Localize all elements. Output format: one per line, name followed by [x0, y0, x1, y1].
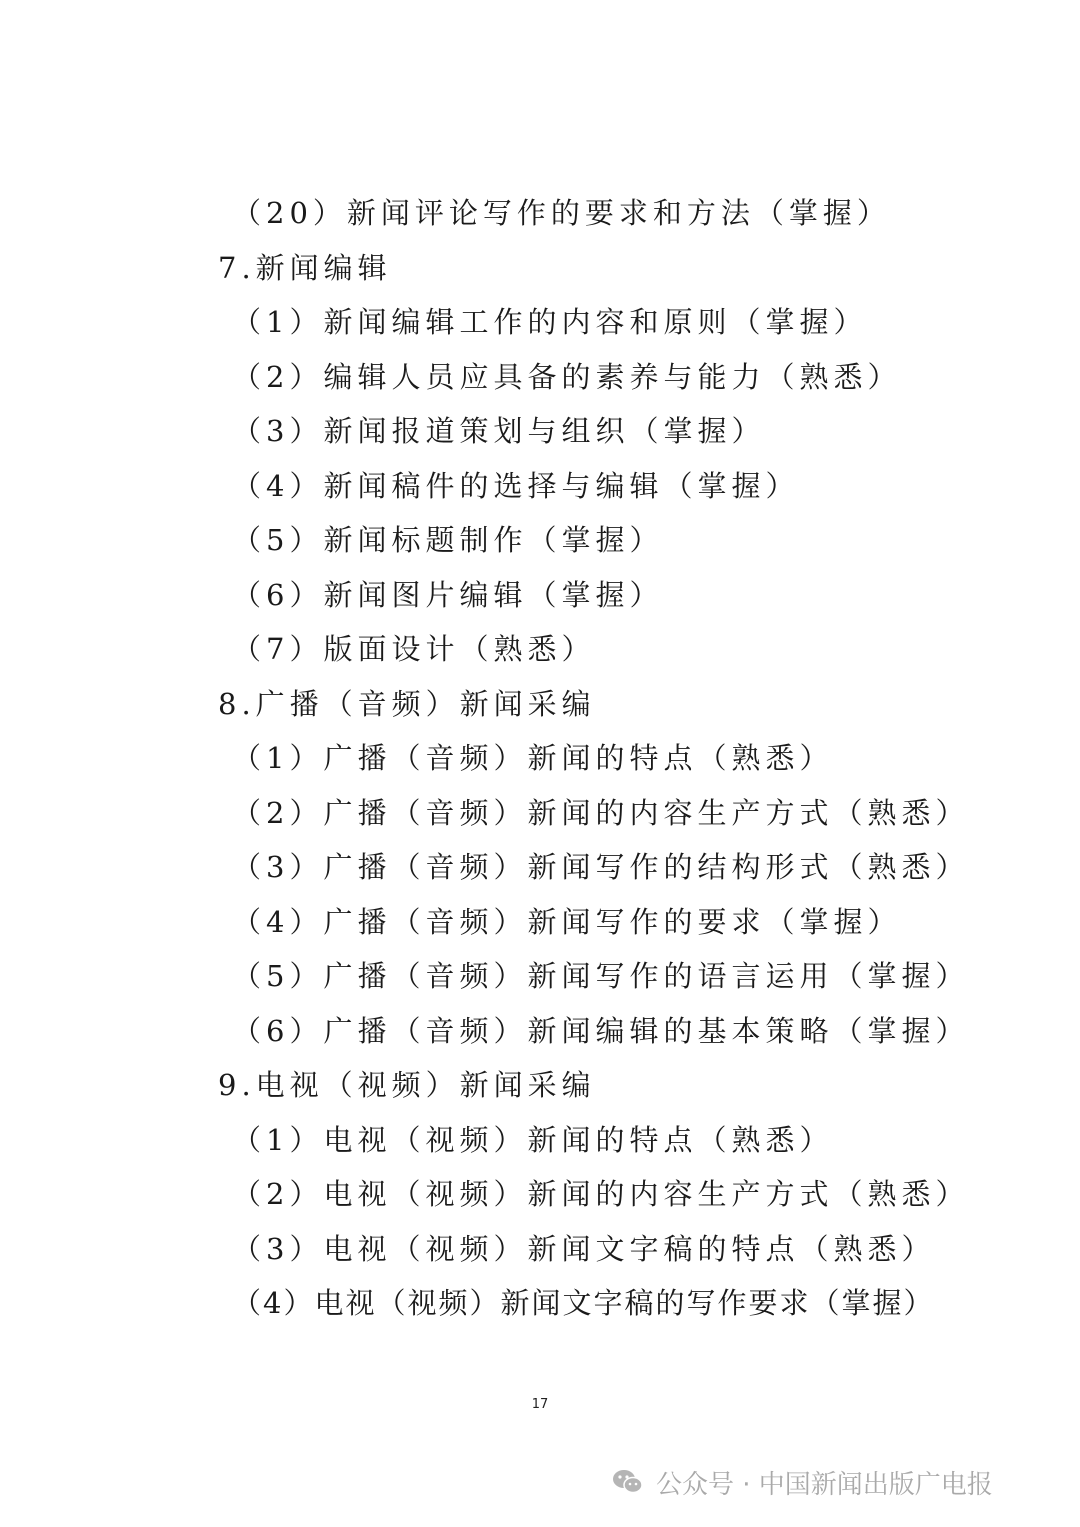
watermark-text: 公众号 · 中国新闻出版广电报 — [656, 1469, 993, 1500]
section-heading-radio-news: 8.广播（音频）新闻采编 — [218, 686, 596, 721]
list-item: （2）编辑人员应具备的素养与能力（熟悉） — [232, 359, 902, 394]
section-heading-tv-news: 9.电视（视频）新闻采编 — [218, 1068, 596, 1102]
list-item: （3）广播（音频）新闻写作的结构形式（熟悉） — [232, 850, 970, 884]
list-item: （1）新闻编辑工作的内容和原则（掌握） — [232, 305, 868, 339]
wechat-watermark — [610, 1462, 993, 1502]
list-item: （20）新闻评论写作的要求和方法（掌握） — [232, 196, 891, 230]
list-item: （6）新闻图片编辑（掌握） — [232, 577, 664, 612]
list-item: （3）电视（视频）新闻文字稿的特点（熟悉） — [232, 1231, 936, 1266]
list-item: （1）广播（音频）新闻的特点（熟悉） — [232, 741, 834, 775]
list-item: （2）广播（音频）新闻的内容生产方式（熟悉） — [232, 795, 970, 830]
list-item: （5）新闻标题制作（掌握） — [232, 523, 664, 557]
list-item: （4）新闻稿件的选择与编辑（掌握） — [232, 468, 800, 503]
list-item: （2）电视（视频）新闻的内容生产方式（熟悉） — [232, 1177, 970, 1211]
section-heading-news-editing: 7.新闻编辑 — [218, 250, 392, 285]
list-item: （7）版面设计（熟悉） — [232, 632, 596, 666]
list-item: （4）电视（视频）新闻文字稿的写作要求（掌握） — [232, 1286, 935, 1320]
list-item: （3）新闻报道策划与组织（掌握） — [232, 414, 766, 448]
wechat-icon — [610, 1464, 646, 1500]
list-item: （1）电视（视频）新闻的特点（熟悉） — [232, 1122, 834, 1157]
page-number: 17 — [531, 1397, 549, 1412]
list-item: （4）广播（音频）新闻写作的要求（掌握） — [232, 904, 902, 939]
syllabus-content — [218, 186, 970, 1331]
list-item: （6）广播（音频）新闻编辑的基本策略（掌握） — [232, 1013, 970, 1048]
list-item: （5）广播（音频）新闻写作的语言运用（掌握） — [232, 959, 970, 993]
